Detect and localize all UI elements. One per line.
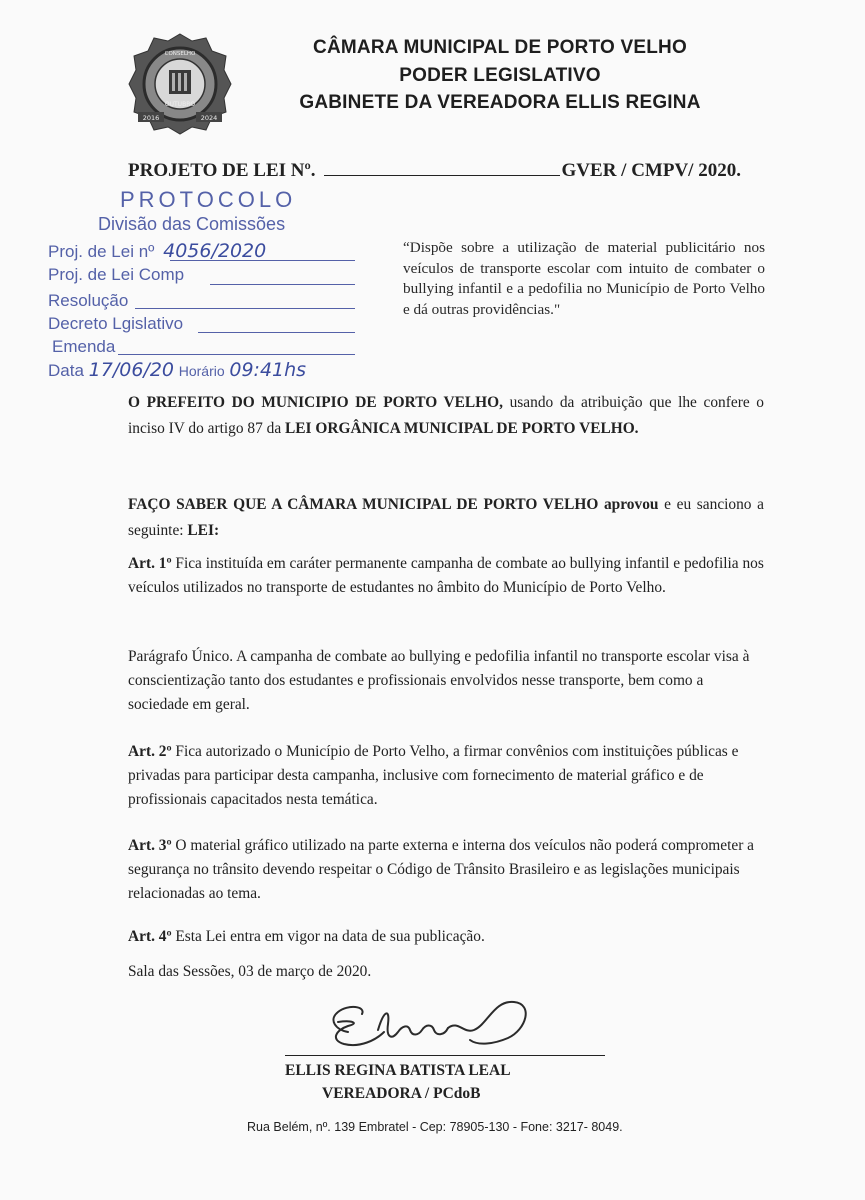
enactment-law: LEI: [187, 522, 220, 539]
bill-number-suffix: GVER / CMPV/ 2020. [561, 160, 741, 181]
intro-mayor: O PREFEITO DO MUNICIPIO DE PORTO VELHO, [128, 394, 503, 411]
enactment-paragraph [128, 492, 764, 544]
bill-number-line [128, 160, 768, 182]
stamp-row-label: Resolução [48, 291, 129, 310]
stamp-date-label: Data [48, 361, 84, 380]
stamp-row-resolution [48, 291, 128, 311]
header-power: PODER LEGISLATIVO [399, 65, 601, 86]
seal-year-right: 2024 [200, 114, 218, 122]
stamp-line [170, 260, 355, 261]
seal-ring-top: CONSELHO [164, 51, 196, 57]
stamp-division: Divisão das Comissões [98, 214, 286, 234]
signatory-name: ELLIS REGINA BATISTA LEAL [285, 1062, 511, 1079]
handwritten-signature-icon [318, 990, 558, 1060]
closing-place-date: Sala das Sessões, 03 de março de 2020. [128, 963, 372, 980]
enactment-text: e eu sanciono a seguinte: [128, 496, 765, 539]
signatory-role: VEREADORA / PCdoB [322, 1085, 481, 1102]
footer-address: Rua Belém, nº. 139 Embratel - Cep: 78905-130 - Fone: 3217- 8049. [247, 1120, 623, 1134]
article-1-text: Fica instituída em caráter permanente campanha de combate ao bullying infantil e pedofilia nos veículos utilizados no transporte de estudantes no âmbito do Município de Porto Velho. [128, 555, 764, 596]
article-3 [128, 834, 764, 906]
stamp-row-label: Decreto Lgislativo [48, 314, 184, 333]
article-2-text: Fica autorizado o Município de Porto Velho, a firmar convênios com instituições públicas e privadas para participar desta campanha, inclusive com fornecimento de material gráfico e de profissionais capacitados nesta temática. [128, 743, 739, 808]
stamp-row-date [48, 359, 306, 381]
bill-number-blank [324, 161, 560, 176]
article-2 [128, 740, 764, 812]
stamp-row-decree [48, 314, 183, 334]
article-3-label: Art. 3º [128, 837, 172, 854]
council-seal-icon [128, 32, 232, 136]
stamp-row-label: Proj. de Lei Comp [48, 265, 185, 284]
stamp-title: PROTOCOLO [120, 187, 297, 212]
article-1 [128, 552, 764, 600]
stamp-time-label: Horário [178, 363, 225, 379]
stamp-time-value: 09:41hs [229, 359, 307, 381]
article-4-label: Art. 4º [128, 928, 172, 945]
stamp-line [135, 308, 355, 309]
header-chamber: CÂMARA MUNICIPAL DE PORTO VELHO [313, 37, 687, 58]
article-4 [128, 925, 764, 949]
article-1-label: Art. 1º [128, 555, 172, 572]
seal-ring-bottom: OUTUBRO [164, 101, 196, 108]
stamp-row-amendment [52, 337, 115, 357]
stamp-date-value: 17/06/20 [88, 359, 174, 381]
stamp-bill-number: 4056/2020 [163, 240, 267, 262]
enactment-bold: FAÇO SABER QUE A CÂMARA MUNICIPAL DE PORTO VELHO aprovou [128, 496, 659, 513]
article-3-text: O material gráfico utilizado na parte externa e interna dos veículos não poderá comprometer a segurança no trânsito devendo respeitar o Código de Trânsito Brasileiro e as legislações municipais relacionadas ao tema. [128, 837, 755, 902]
article-4-text: Esta Lei entra em vigor na data de sua publicação. [171, 928, 485, 945]
stamp-row-bill [48, 240, 266, 262]
intro-text: usando da atribuição que lhe confere o inciso IV do artigo 87 da [128, 394, 764, 437]
stamp-line [118, 354, 355, 355]
intro-organic-law: LEI ORGÂNICA MUNICIPAL DE PORTO VELHO. [285, 420, 639, 437]
bill-number-label: PROJETO DE LEI Nº. [128, 160, 316, 181]
stamp-row-label: Emenda [52, 337, 116, 356]
stamp-row-label: Proj. de Lei nº [48, 242, 155, 261]
stamp-line [210, 284, 355, 285]
header-office: GABINETE DA VEREADORA ELLIS REGINA [299, 92, 701, 113]
signature-line [285, 1055, 605, 1056]
stamp-row-complementary [48, 265, 184, 285]
intro-paragraph [128, 390, 764, 442]
article-2-label: Art. 2º [128, 743, 172, 760]
single-paragraph: Parágrafo Único. A campanha de combate ao bullying e pedofilia infantil no transporte escolar visa à conscientização tanto dos estudantes e profissionais envolvidos nesse transporte, bem como a sociedade em geral. [128, 648, 750, 713]
seal-year-left: 2016 [142, 114, 160, 122]
stamp-line [198, 332, 355, 333]
bill-summary: “Dispõe sobre a utilização de material publicitário nos veículos de transporte escolar com intuito de combater o bullying infantil e a pedofilia no Município de Porto Velho e dá outras providências." [403, 239, 765, 318]
